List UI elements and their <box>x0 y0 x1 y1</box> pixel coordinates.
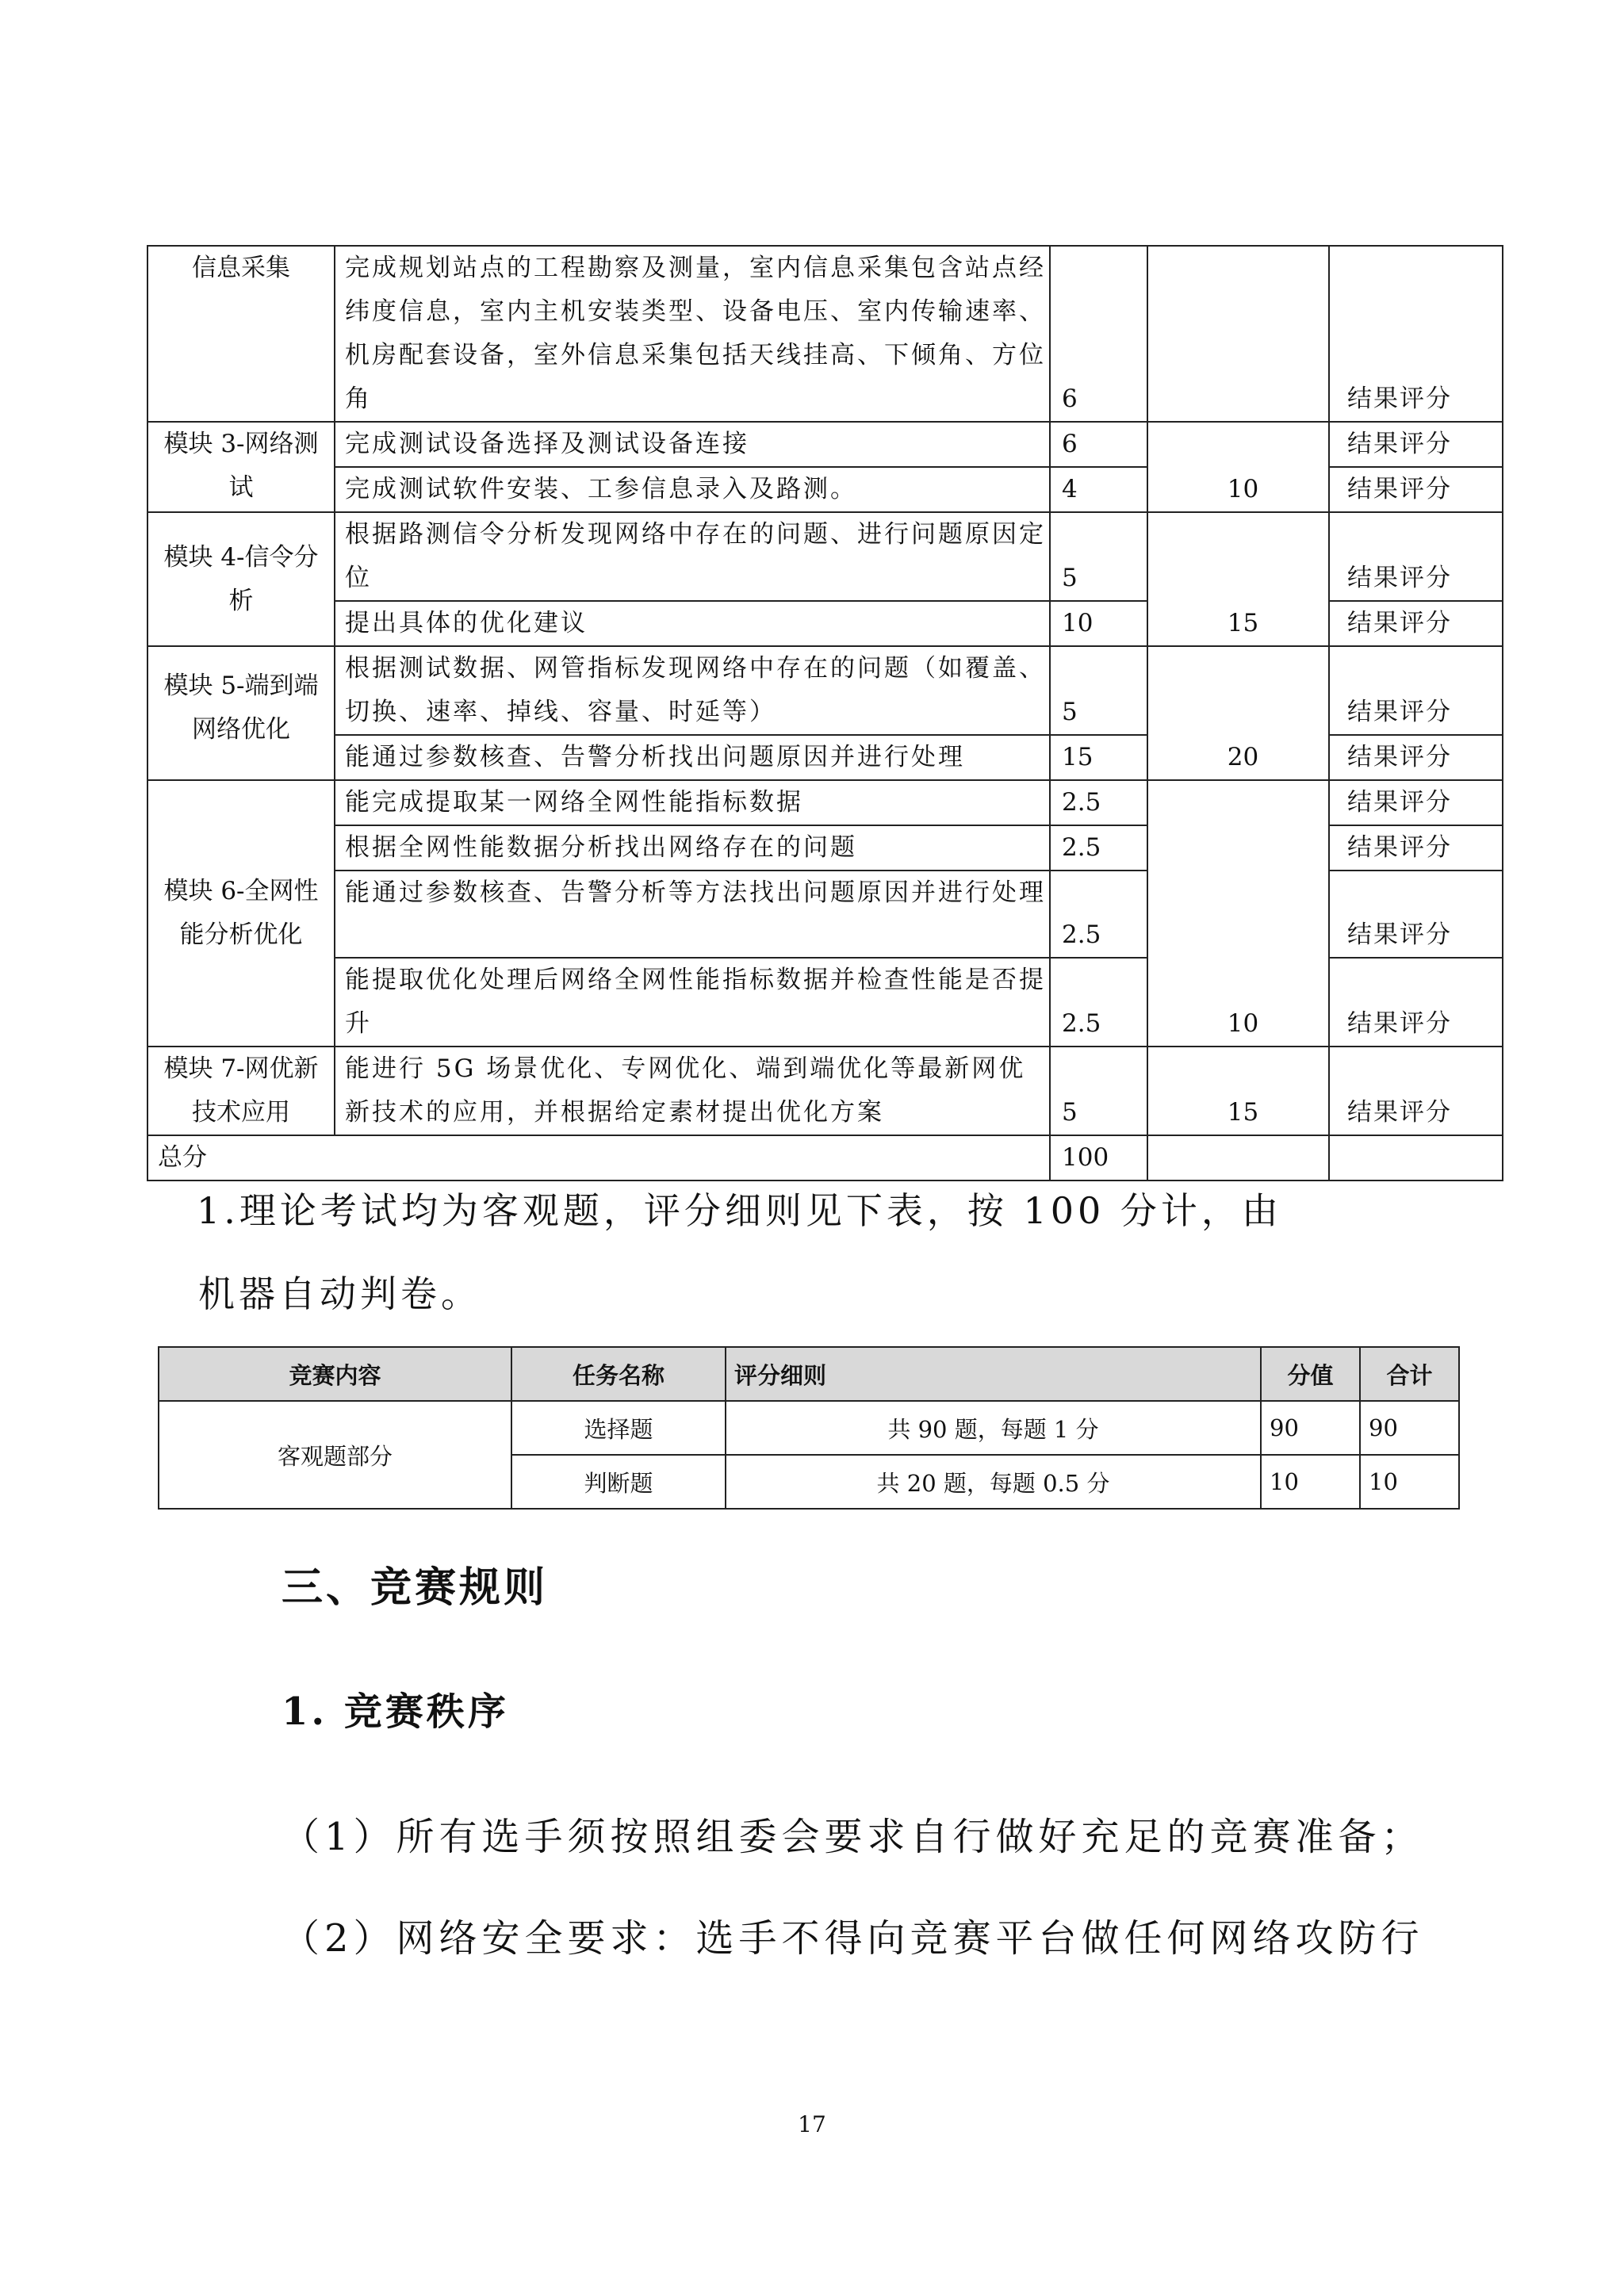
rule-cell: 共 90 题，每题 1 分 <box>726 1401 1261 1455</box>
eval-method-cell: 结果评分 <box>1329 467 1503 512</box>
table-row <box>147 246 1503 422</box>
section-heading: 三、竞赛规则 <box>282 1563 549 1612</box>
eval-method-cell: 结果评分 <box>1329 735 1503 780</box>
task-desc-cell: 能完成提取某一网络全网性能指标数据 <box>335 780 1050 825</box>
theory-exam-paragraph <box>197 1169 1450 1336</box>
score-cell: 2.5 <box>1050 958 1147 1047</box>
total-value-cell: 100 <box>1050 1135 1147 1181</box>
task-desc-cell: 能进行 5G 场景优化、专网优化、端到端优化等最新网优新技术的应用，并根据给定素材提出优化方案 <box>335 1047 1050 1135</box>
subtotal-cell: 20 <box>1147 646 1329 780</box>
score-cell: 15 <box>1050 735 1147 780</box>
module-cell: 模块 6-全网性能分析优化 <box>147 780 335 1047</box>
score-cell: 5 <box>1050 646 1147 735</box>
header-score: 分值 <box>1261 1347 1360 1401</box>
task-desc-cell: 完成规划站点的工程勘察及测量，室内信息采集包含站点经纬度信息，室内主机安装类型、设备电压、室内传输速率、机房配套设备，室外信息采集包括天线挂高、下倾角、方位角 <box>335 246 1050 422</box>
module-cell: 模块 4-信令分析 <box>147 512 335 646</box>
score-cell: 2.5 <box>1050 871 1147 958</box>
score-cell: 10 <box>1050 601 1147 646</box>
content-cell: 客观题部分 <box>159 1401 511 1509</box>
task-cell: 判断题 <box>511 1455 726 1509</box>
eval-method-cell: 结果评分 <box>1329 780 1503 825</box>
table-row <box>147 512 1503 601</box>
task-desc-cell: 提出具体的优化建议 <box>335 601 1050 646</box>
eval-method-cell: 结果评分 <box>1329 646 1503 735</box>
eval-method-cell: 结果评分 <box>1329 246 1503 422</box>
task-desc-cell: 能通过参数核查、告警分析等方法找出问题原因并进行处理 <box>335 871 1050 958</box>
score-cell: 2.5 <box>1050 825 1147 871</box>
total-cell: 90 <box>1360 1401 1459 1455</box>
paragraph-line-1: 1.理论考试均为客观题，评分细则见下表，按 100 分计，由 <box>197 1189 1282 1232</box>
header-content: 竞赛内容 <box>159 1347 511 1401</box>
task-desc-cell: 根据测试数据、网管指标发现网络中存在的问题（如覆盖、切换、速率、掉线、容量、时延等） <box>335 646 1050 735</box>
task-desc-cell: 根据路测信令分析发现网络中存在的问题、进行问题原因定位 <box>335 512 1050 601</box>
table-row <box>147 1047 1503 1135</box>
score-cell: 90 <box>1261 1401 1360 1455</box>
score-cell: 6 <box>1050 246 1147 422</box>
module-cell: 模块 3-网络测试 <box>147 422 335 512</box>
header-rule: 评分细则 <box>726 1347 1261 1401</box>
module-cell: 模块 7-网优新技术应用 <box>147 1047 335 1135</box>
total-label-cell: 总分 <box>147 1135 1050 1181</box>
objective-scoring-table <box>158 1346 1460 1510</box>
eval-method-cell: 结果评分 <box>1329 601 1503 646</box>
table-row <box>159 1401 1459 1455</box>
score-cell: 5 <box>1050 1047 1147 1135</box>
subtotal-cell: 10 <box>1147 422 1329 512</box>
task-desc-cell: 能提取优化处理后网络全网性能指标数据并检查性能是否提升 <box>335 958 1050 1047</box>
table-header-row <box>159 1347 1459 1401</box>
eval-method-cell: 结果评分 <box>1329 958 1503 1047</box>
rule-item: （2）网络安全要求：选手不得向竞赛平台做任何网络攻防行 <box>282 1916 1424 1961</box>
eval-method-cell: 结果评分 <box>1329 1047 1503 1135</box>
table-row <box>147 646 1503 735</box>
task-desc-cell: 完成测试设备选择及测试设备连接 <box>335 422 1050 467</box>
module-cell: 模块 5-端到端网络优化 <box>147 646 335 780</box>
score-cell: 4 <box>1050 467 1147 512</box>
total-cell: 10 <box>1360 1455 1459 1509</box>
rule-item: （1）所有选手须按照组委会要求自行做好充足的竞赛准备； <box>282 1815 1424 1859</box>
score-cell: 5 <box>1050 512 1147 601</box>
score-cell: 2.5 <box>1050 780 1147 825</box>
paragraph-line-2: 机器自动判卷。 <box>198 1272 481 1315</box>
task-desc-cell: 完成测试软件安装、工参信息录入及路测。 <box>335 467 1050 512</box>
table-row <box>147 780 1503 825</box>
eval-method-cell: 结果评分 <box>1329 871 1503 958</box>
module-cell: 信息采集 <box>147 246 335 422</box>
task-desc-cell: 能通过参数核查、告警分析找出问题原因并进行处理 <box>335 735 1050 780</box>
table-row <box>147 422 1503 467</box>
subtotal-cell <box>1147 246 1329 422</box>
header-total: 合计 <box>1360 1347 1459 1401</box>
page-number: 17 <box>798 2111 826 2137</box>
eval-method-cell: 结果评分 <box>1329 825 1503 871</box>
eval-method-cell: 结果评分 <box>1329 422 1503 467</box>
subtotal-cell: 15 <box>1147 512 1329 646</box>
eval-method-cell: 结果评分 <box>1329 512 1503 601</box>
scoring-table <box>147 245 1503 1181</box>
task-cell: 选择题 <box>511 1401 726 1455</box>
score-cell: 10 <box>1261 1455 1360 1509</box>
subtotal-cell: 10 <box>1147 780 1329 1047</box>
score-cell: 6 <box>1050 422 1147 467</box>
subtotal-cell: 15 <box>1147 1047 1329 1135</box>
header-task-name: 任务名称 <box>511 1347 726 1401</box>
rule-cell: 共 20 题，每题 0.5 分 <box>726 1455 1261 1509</box>
subsection-heading: 1. 竞赛秩序 <box>282 1689 509 1734</box>
task-desc-cell: 根据全网性能数据分析找出网络存在的问题 <box>335 825 1050 871</box>
